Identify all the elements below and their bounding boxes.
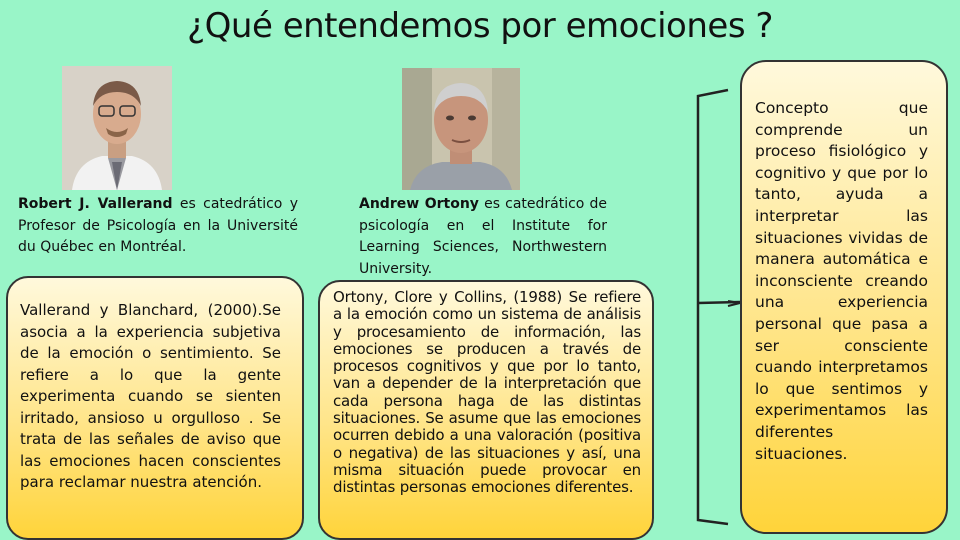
bio-text: es catedrático y Profesor de Psicología en la Université du Québec en Montréal. [18, 196, 298, 255]
slide-title: ¿Qué entendemos por emociones ? [187, 6, 773, 46]
definition-text-summary: Concepto que comprende un proceso fisiológico y cognitivo y que por lo tanto, ayuda a interpretar las situaciones vividas de manera automática e inconsciente creando una experiencia personal que pasa a ser consciente cuando interpretamos lo que sentimos y experimentamos las diferentes situaciones. [755, 99, 928, 463]
definition-text-ortony: Ortony, Clore y Collins, (1988) Se refiere a la emoción como un sistema de análisis y procesamiento de información, las emociones se producen a través de procesos cognitivos y que por lo tanto, van a depender de la interpretación que cada persona haga de las distintas situaciones. Se asume que las emociones ocurren debido a una valoración (positiva o negativa) de las situaciones y así, una misma situación puede provocar en distintas personas emociones diferentes. [333, 288, 641, 497]
definition-text-vallerand: Vallerand y Blanchard, (2000).Se asocia a la experiencia subjetiva de la emoción o sentimiento. Se refiere a lo que la gente experimenta cuando se sienten irritado, ansioso u orgulloso . Se trata de las señales de aviso que las emociones hacen conscientes para reclamar nuestra atención. [20, 301, 281, 491]
bio-name: Robert J. Vallerand [18, 196, 173, 212]
bio-text: es catedrático de psicología en el Institute for Learning Sciences, Northwestern University. [359, 196, 607, 277]
bio-name: Andrew Ortony [359, 196, 479, 212]
